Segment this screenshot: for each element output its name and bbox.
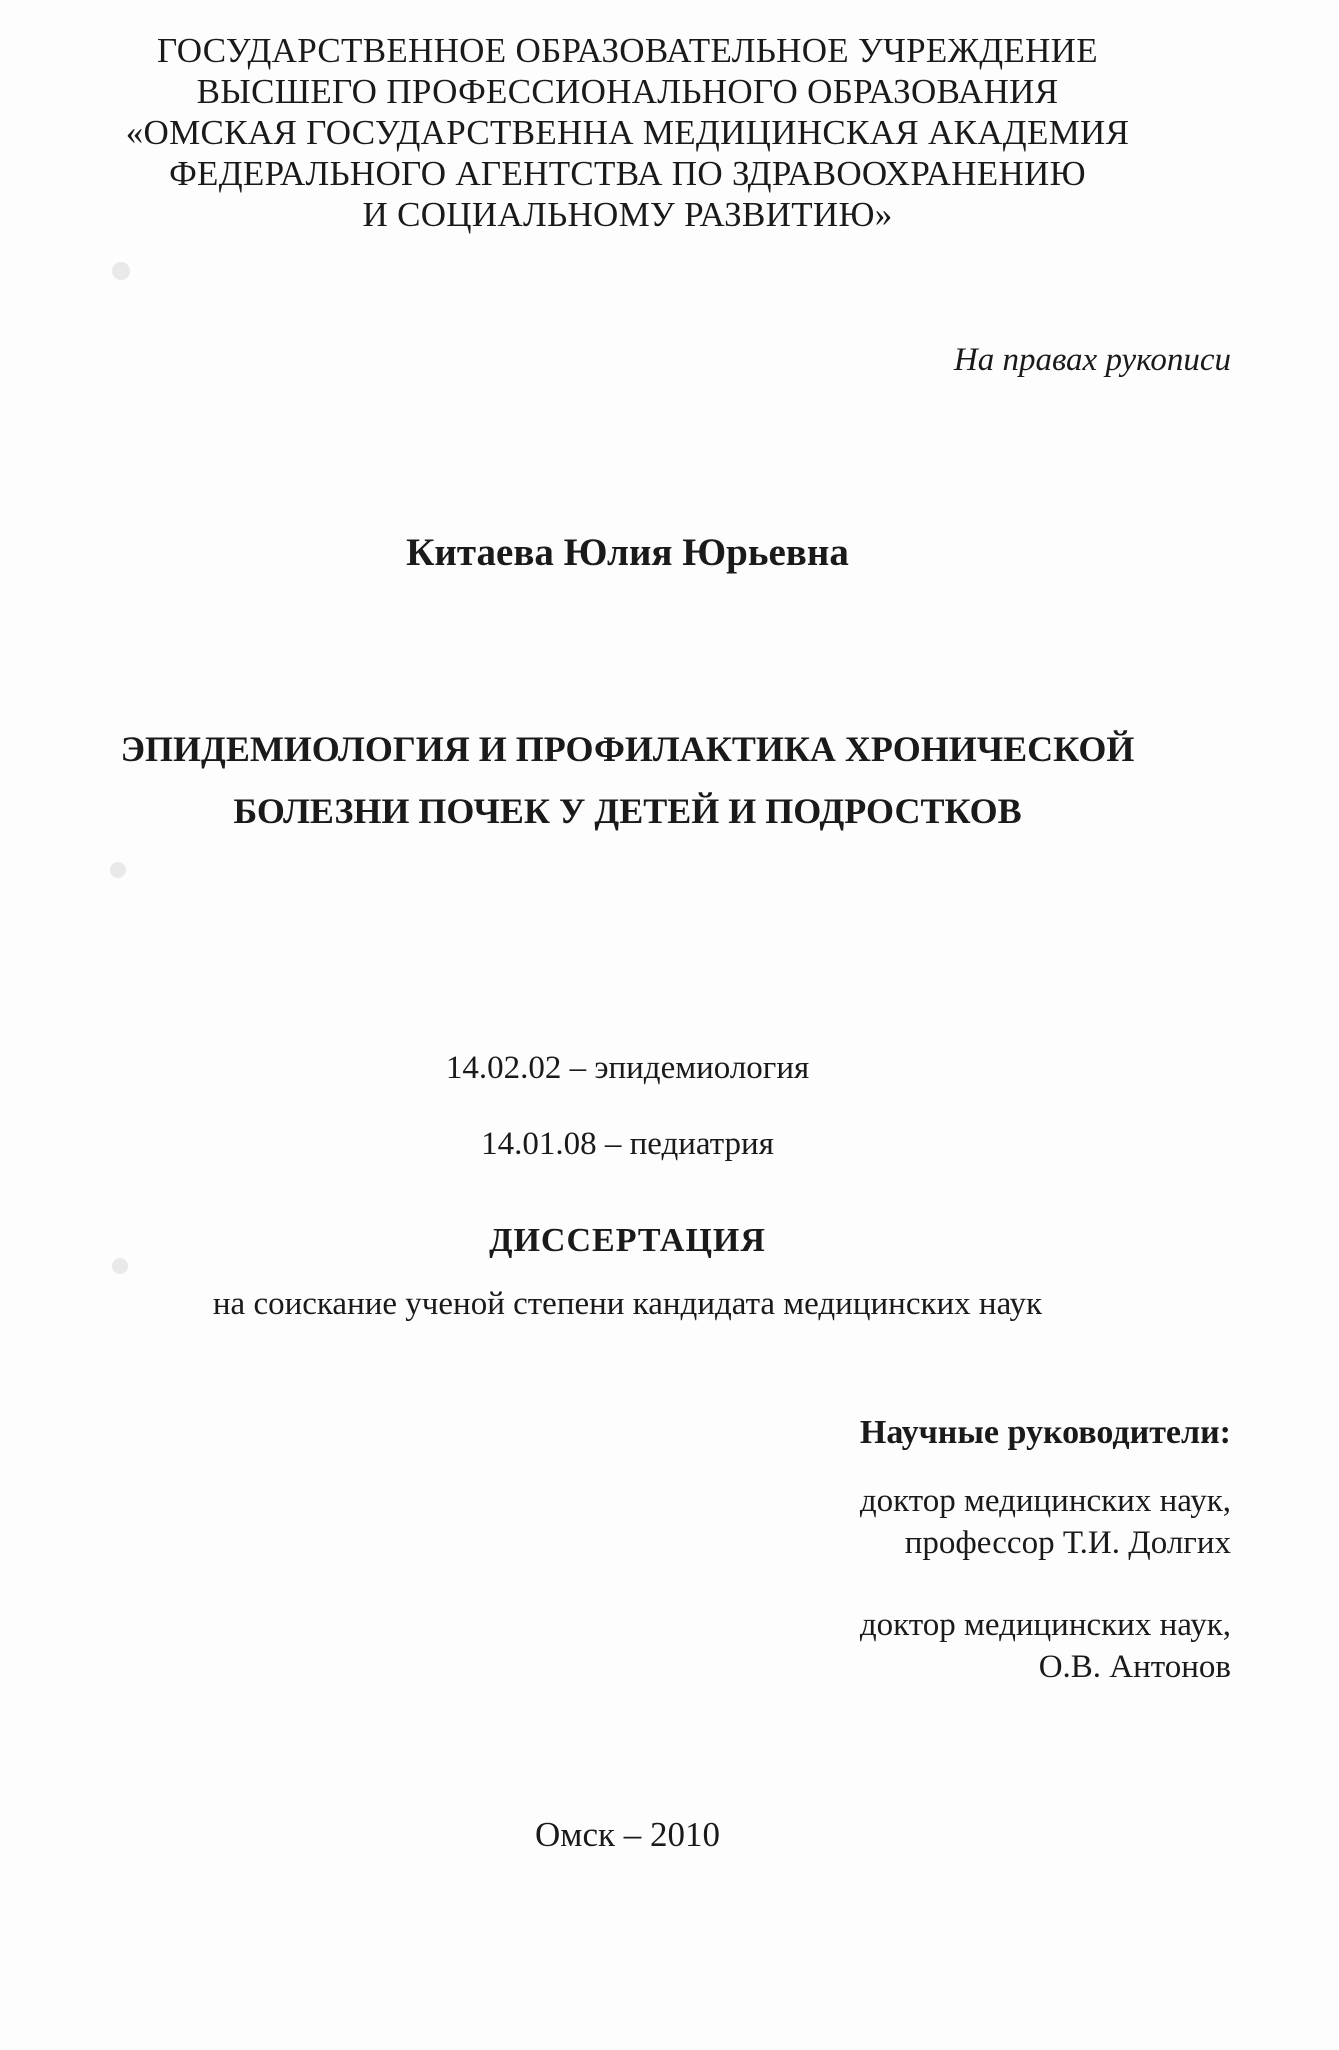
- specialty-item: 14.02.02 – эпидемиология: [445, 1050, 810, 1086]
- advisor-degree: доктор медицинских наук,: [859, 1607, 1231, 1643]
- specialty-item: 14.01.08 – педиатрия: [481, 1126, 774, 1162]
- manuscript-note: На правах рукописи: [953, 342, 1231, 378]
- scan-artifact: [112, 262, 130, 280]
- advisor-name: профессор Т.И. Долгих: [904, 1525, 1231, 1561]
- advisor-entry: [860, 1604, 1231, 1688]
- advisor-name: О.В. Антонов: [1038, 1649, 1231, 1685]
- advisors-block: [860, 1412, 1231, 1728]
- advisors-heading: Научные руководители:: [859, 1414, 1231, 1451]
- advisor-degree: доктор медицинских наук,: [859, 1483, 1231, 1519]
- scan-artifact: [110, 862, 126, 878]
- author-name: Китаева Юлия Юрьевна: [406, 531, 849, 574]
- title-line: БОЛЕЗНИ ПОЧЕК У ДЕТЕЙ И ПОДРОСТКОВ: [233, 791, 1022, 831]
- institution-line: ФЕДЕРАЛЬНОГО АГЕНТСТВА ПО ЗДРАВООХРАНЕНИЮ: [169, 154, 1086, 193]
- document-type: ДИССЕРТАЦИЯ: [489, 1222, 766, 1259]
- institution-name: [0, 30, 1255, 235]
- advisor-entry: [860, 1480, 1231, 1564]
- institution-line: ГОСУДАРСТВЕННОЕ ОБРАЗОВАТЕЛЬНОЕ УЧРЕЖДЕНИЕ: [157, 31, 1098, 70]
- degree-sought: на соискание ученой степени кандидата медицинских наук: [212, 1286, 1043, 1322]
- title-line: ЭПИДЕМИОЛОГИЯ И ПРОФИЛАКТИКА ХРОНИЧЕСКОЙ: [120, 729, 1135, 769]
- institution-line: ВЫСШЕГО ПРОФЕССИОНАЛЬНОГО ОБРАЗОВАНИЯ: [196, 72, 1059, 111]
- dissertation-title: [0, 718, 1255, 842]
- scan-artifact: [112, 1258, 128, 1274]
- specialty-codes: [0, 1030, 1255, 1182]
- institution-line: И СОЦИАЛЬНОМУ РАЗВИТИЮ»: [362, 195, 893, 234]
- institution-line: «ОМСКАЯ ГОСУДАРСТВЕННА МЕДИЦИНСКАЯ АКАДЕМИЯ: [125, 113, 1130, 152]
- city-year: Омск – 2010: [535, 1815, 720, 1854]
